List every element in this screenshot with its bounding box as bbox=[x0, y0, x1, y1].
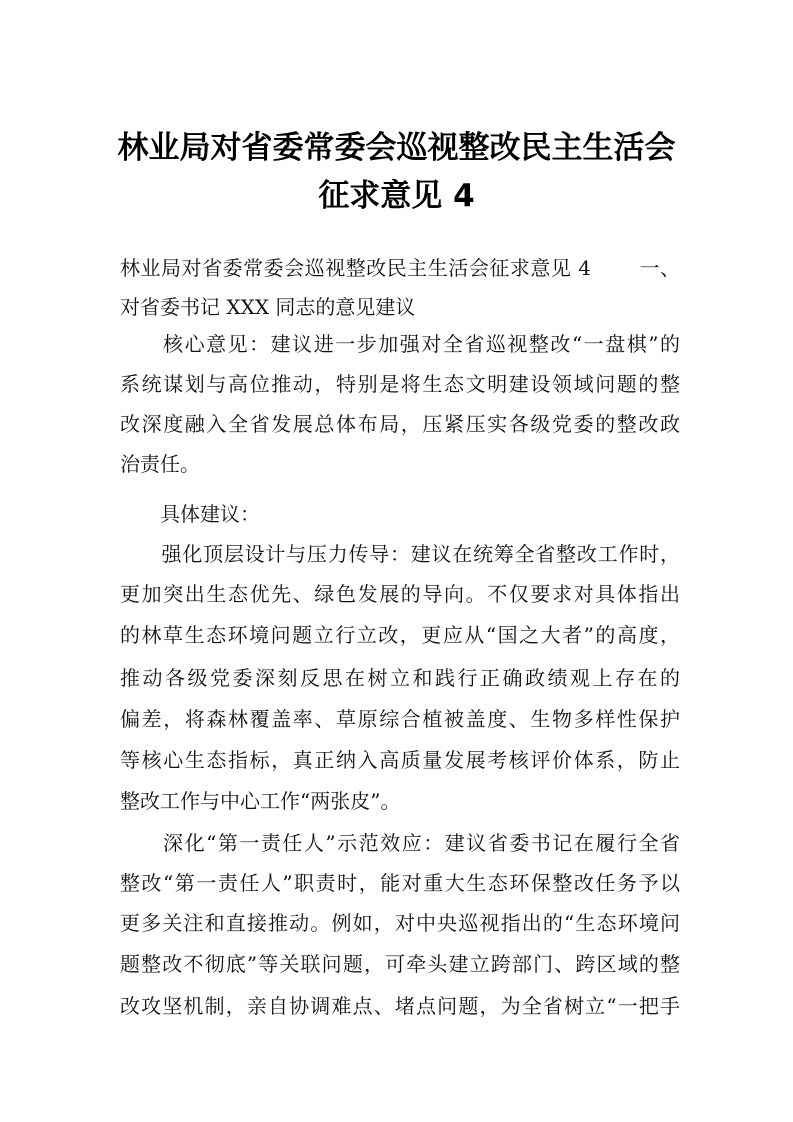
body-line: 更多关注和直接推动。例如，对中央巡视指出的“生态环境问 bbox=[120, 911, 680, 935]
body-line: 治责任。 bbox=[120, 452, 200, 476]
body-line: 整改“第一责任人”职责时，能对重大生态环保整改任务予以 bbox=[120, 871, 680, 895]
body-line: 题整改不彻底”等关联问题，可牵头建立跨部门、跨区域的整 bbox=[120, 952, 680, 976]
body-line: 推动各级党委深刻反思在树立和践行正确政绩观上存在的 bbox=[120, 666, 680, 690]
document-title-line-1: 林业局对省委常委会巡视整改民主生活会 bbox=[117, 130, 676, 166]
body-line: 的林草生态环境问题立行立改，更应从“国之大者”的高度， bbox=[120, 623, 680, 647]
body-line: 深化“第一责任人”示范效应：建议省委书记在履行全省 bbox=[120, 831, 680, 855]
body-line: 对省委书记 XXX 同志的意见建议 bbox=[120, 295, 416, 319]
body-line: 核心意见：建议进一步加强对全省巡视整改“一盘棋”的 bbox=[120, 332, 680, 356]
body-line: 具体建议： bbox=[120, 502, 260, 526]
body-line: 强化顶层设计与压力传导：建议在统筹全省整改工作时， bbox=[120, 542, 680, 566]
document-title-line-2: 征求意见 4 bbox=[318, 178, 475, 214]
body-line: 改深度融入全省发展总体布局，压紧压实各级党委的整改政 bbox=[120, 412, 680, 436]
body-line: 更加突出生态优先、绿色发展的导向。不仅要求对具体指出 bbox=[120, 582, 680, 606]
body-line: 偏差，将森林覆盖率、草原综合植被盖度、生物多样性保护 bbox=[120, 707, 680, 731]
body-line: 等核心生态指标，真正纳入高质量发展考核评价体系，防止 bbox=[120, 748, 680, 772]
body-line: 改攻坚机制，亲自协调难点、堵点问题，为全省树立“一把手 bbox=[120, 994, 680, 1018]
body-line: 林业局对省委常委会巡视整改民主生活会征求意见 4 一、 bbox=[120, 256, 680, 280]
body-line: 系统谋划与高位推动，特别是将生态文明建设领域问题的整 bbox=[120, 372, 680, 396]
body-line: 整改工作与中心工作“两张皮”。 bbox=[120, 789, 401, 813]
